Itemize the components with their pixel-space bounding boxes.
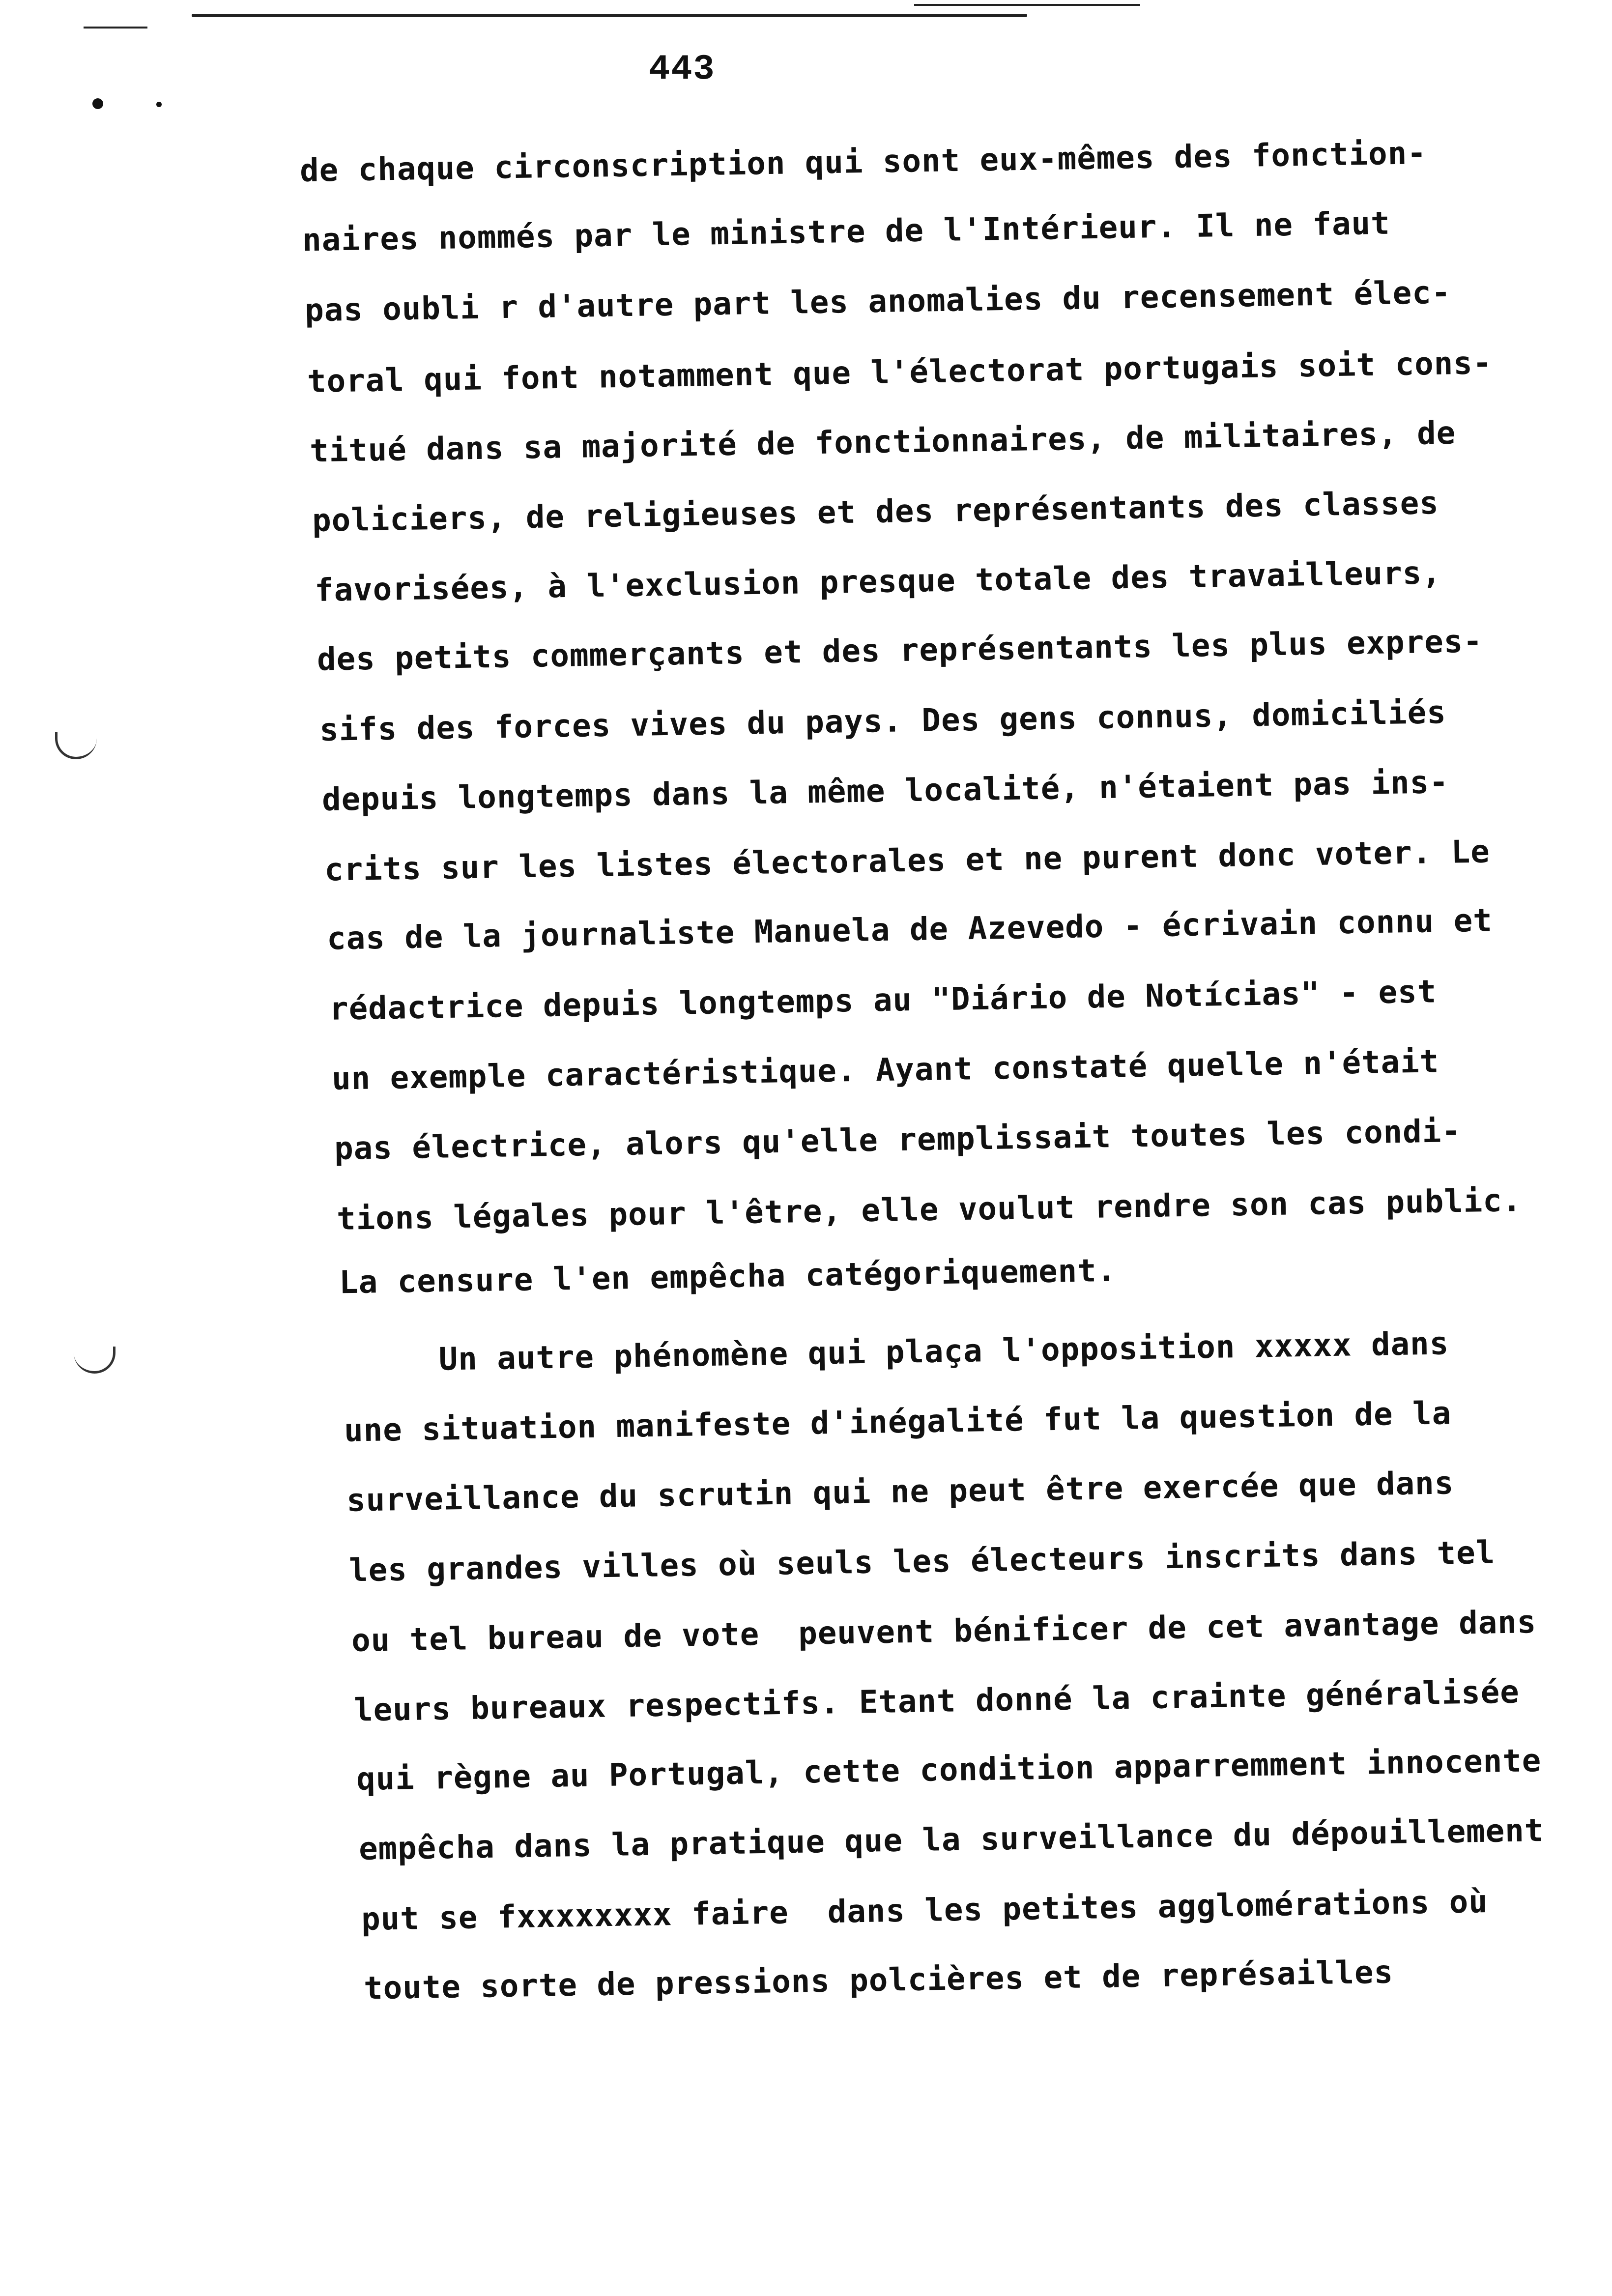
body-text-line: naires nommés par le ministre de l'Intérieur. Il ne faut	[302, 205, 1391, 259]
body-text-line: toral qui font notamment que l'électorat portugais soit cons-	[307, 345, 1493, 400]
body-text-line: rédactrice depuis longtemps au "Diário de Notícias" - est	[329, 974, 1437, 1028]
binder-hole-mark	[55, 732, 97, 759]
body-text-line: tions légales pour l'être, elle voulut rendre son cas public.	[336, 1182, 1522, 1237]
body-text-line: crits sur les listes électorales et ne purent donc voter. Le	[324, 833, 1491, 889]
body-text-line: toute sorte de pressions polcières et de représailles	[363, 1954, 1394, 2007]
ink-speck	[156, 102, 162, 107]
body-text-line: favorisées, à l'exclusion presque totale des travailleurs,	[314, 554, 1442, 609]
body-text-line: des petits commerçants et des représentants les plus expres-	[317, 623, 1483, 678]
body-text-line: depuis longtemps dans la même localité, n'étaient pas ins-	[321, 764, 1449, 819]
body-text-line: pas oubli r d'autre part les anomalies du recensement élec-	[304, 274, 1451, 329]
body-text-line: sifs des forces vives du pays. Des gens connus, domiciliés	[319, 694, 1447, 749]
body-text-line: La censure l'en empêcha catégoriquement.	[339, 1252, 1117, 1301]
body-text-line: policiers, de religieuses et des représentants des classes	[312, 485, 1439, 540]
ink-speck	[92, 98, 103, 109]
body-text-line: cas de la journaliste Manuela de Azevedo - écrivain connu et	[326, 902, 1493, 957]
top-edge-line	[84, 27, 147, 29]
body-text-line: Un autre phénomène qui plaça l'opposition xxxxx dans	[341, 1325, 1449, 1379]
body-text-line: titué dans sa majorité de fonctionnaires, de militaires, de	[309, 415, 1456, 470]
body-text-line: put se fxxxxxxxx faire dans les petites agglomérations où	[361, 1883, 1489, 1938]
body-text-line: ou tel bureau de vote peuvent bénificer de cet avantage dans	[351, 1604, 1537, 1659]
body-text-line: une situation manifeste d'inégalité fut la question de la	[344, 1395, 1452, 1449]
body-text-line: empêcha dans la pratique que la surveillance du dépouillement	[358, 1812, 1544, 1867]
top-edge-line	[914, 4, 1140, 6]
body-text-line: un exemple caractéristique. Ayant constaté quelle n'était	[331, 1043, 1439, 1097]
body-text-line: surveillance du scrutin qui ne peut être exercée que dans	[346, 1465, 1454, 1519]
body-text-line: qui règne au Portugal, cette condition apparremment innocente	[356, 1743, 1542, 1798]
top-edge-line	[192, 14, 1027, 17]
binder-hole-mark	[74, 1347, 115, 1374]
body-text-line: les grandes villes où seuls les électeurs inscrits dans tel	[348, 1534, 1496, 1589]
body-text-line: de chaque circonscription qui sont eux-mêmes des fonction-	[299, 135, 1427, 190]
body-text-line: pas électrice, alors qu'elle remplissait toutes les condi-	[334, 1113, 1462, 1168]
body-text-line: leurs bureaux respectifs. Etant donné la crainte généralisée	[353, 1674, 1520, 1729]
page-number: 443	[649, 49, 716, 89]
